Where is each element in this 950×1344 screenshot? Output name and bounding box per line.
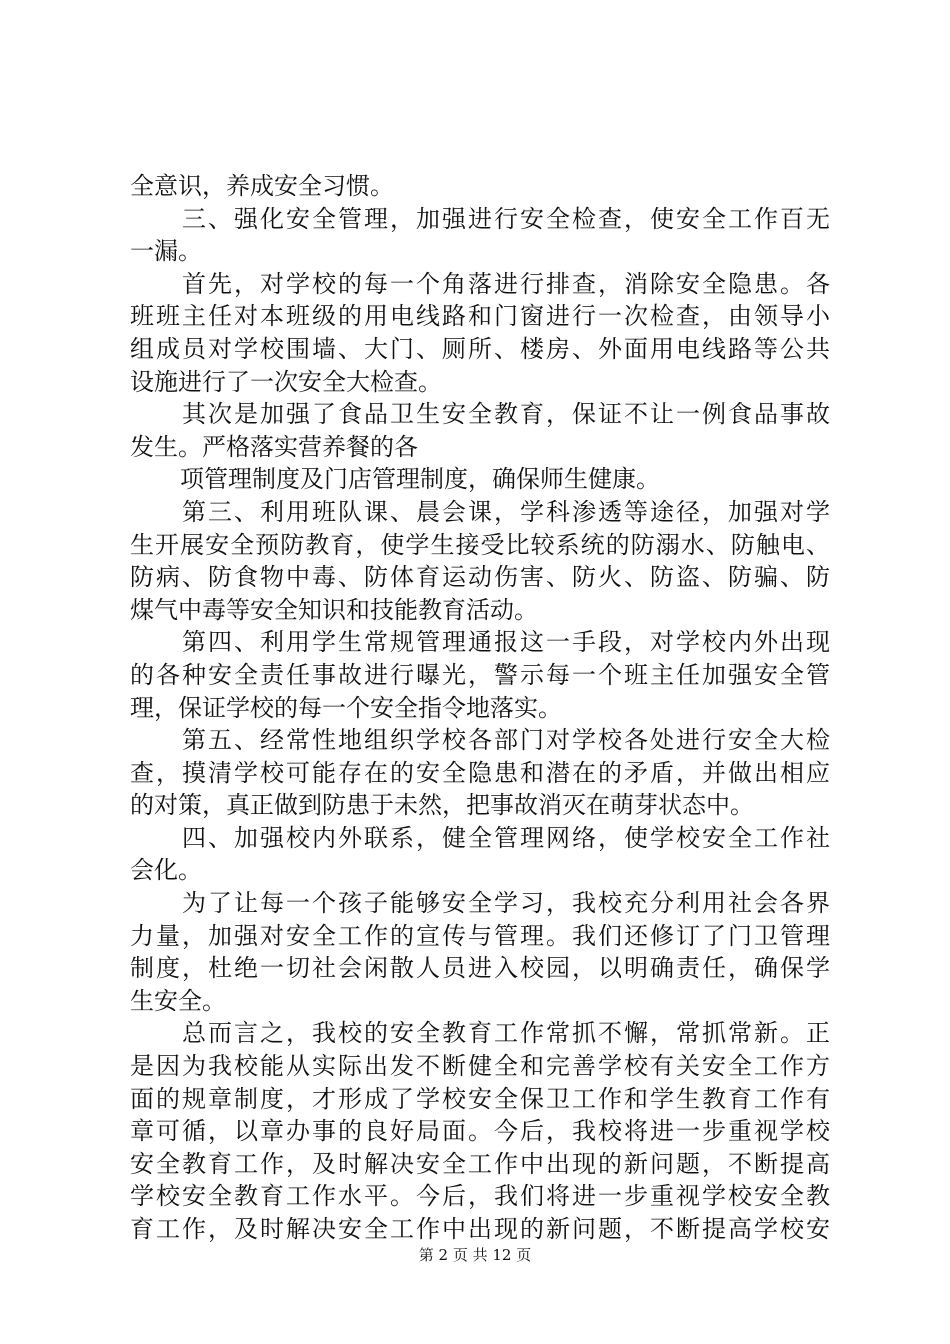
text-line: 会化。 (130, 856, 202, 885)
text-line: 力量，加强对安全工作的宣传与管理。我们还修订了门卫管理 (130, 921, 830, 950)
text-line: 首先，对学校的每一个角落进行排查，消除安全隐患。各 (182, 269, 830, 298)
text-line: 生安全。 (130, 986, 226, 1015)
text-line: 面的规章制度，才形成了学校安全保卫工作和学生教育工作有 (130, 1084, 830, 1113)
document-body (130, 170, 830, 1246)
text-line: 安全教育工作，及时解决安全工作中出现的新问题，不断提高 (130, 1149, 830, 1178)
text-line: 其次是加强了食品卫生安全教育，保证不让一例食品事故 (182, 400, 830, 429)
text-line: 发生。严格落实营养餐的各 (130, 432, 418, 461)
text-line: 第三、利用班队课、晨会课，学科渗透等途径，加强对学 (182, 497, 830, 526)
text-line: 一漏。 (130, 237, 202, 266)
text-line: 设施进行了一次安全大检查。 (130, 367, 442, 396)
text-line: 煤气中毒等安全知识和技能教育活动。 (130, 595, 538, 624)
text-line: 三、强化安全管理，加强进行安全检查，使安全工作百无 (182, 204, 830, 233)
text-line: 生开展安全预防教育，使学生接受比较系统的防溺水、防触电、 (130, 530, 830, 559)
text-line: 第五、经常性地组织学校各部门对学校各处进行安全大检 (182, 726, 830, 755)
text-line: 育工作，及时解决安全工作中出现的新问题，不断提高学校安 (130, 1215, 830, 1243)
text-line: 为了让每一个孩子能够安全学习，我校充分利用社会各界 (182, 889, 830, 918)
text-line: 总而言之，我校的安全教育工作常抓不懈，常抓常新。正 (182, 1019, 830, 1048)
text-line: 的对策，真正做到防患于未然，把事故消灭在萌芽状态中。 (130, 791, 754, 820)
text-line: 的各种安全责任事故进行曝光，警示每一个班主任加强安全管 (130, 660, 830, 689)
text-line: 防病、防食物中毒、防体育运动伤害、防火、防盗、防骗、防 (130, 563, 830, 592)
text-line: 项管理制度及门店管理制度，确保师生健康。 (180, 465, 660, 494)
text-line: 是因为我校能从实际出发不断健全和完善学校有关安全工作方 (130, 1052, 830, 1081)
text-line: 学校安全教育工作水平。今后，我们将进一步重视学校安全教 (130, 1182, 830, 1211)
text-line: 制度，杜绝一切社会闲散人员进入校园，以明确责任，确保学 (130, 954, 830, 983)
text-line: 班班主任对本班级的用电线路和门窗进行一次检查，由领导小 (130, 302, 830, 331)
text-line: 第四、利用学生常规管理通报这一手段，对学校内外出现 (182, 628, 830, 657)
text-line: 理，保证学校的每一个安全指令地落实。 (130, 693, 562, 722)
text-line: 章可循，以章办事的良好局面。今后，我校将进一步重视学校 (130, 1117, 830, 1146)
text-line: 查，摸清学校可能存在的安全隐患和潜在的矛盾，并做出相应 (130, 758, 830, 787)
text-line: 四、加强校内外联系，健全管理网络，使学校安全工作社 (182, 823, 830, 852)
text-line: 全意识，养成安全习惯。 (130, 172, 394, 200)
page-number-footer: 第 2 页 共 12 页 (418, 1246, 532, 1264)
text-line: 组成员对学校围墙、大门、厕所、楼房、外面用电线路等公共 (130, 334, 830, 363)
